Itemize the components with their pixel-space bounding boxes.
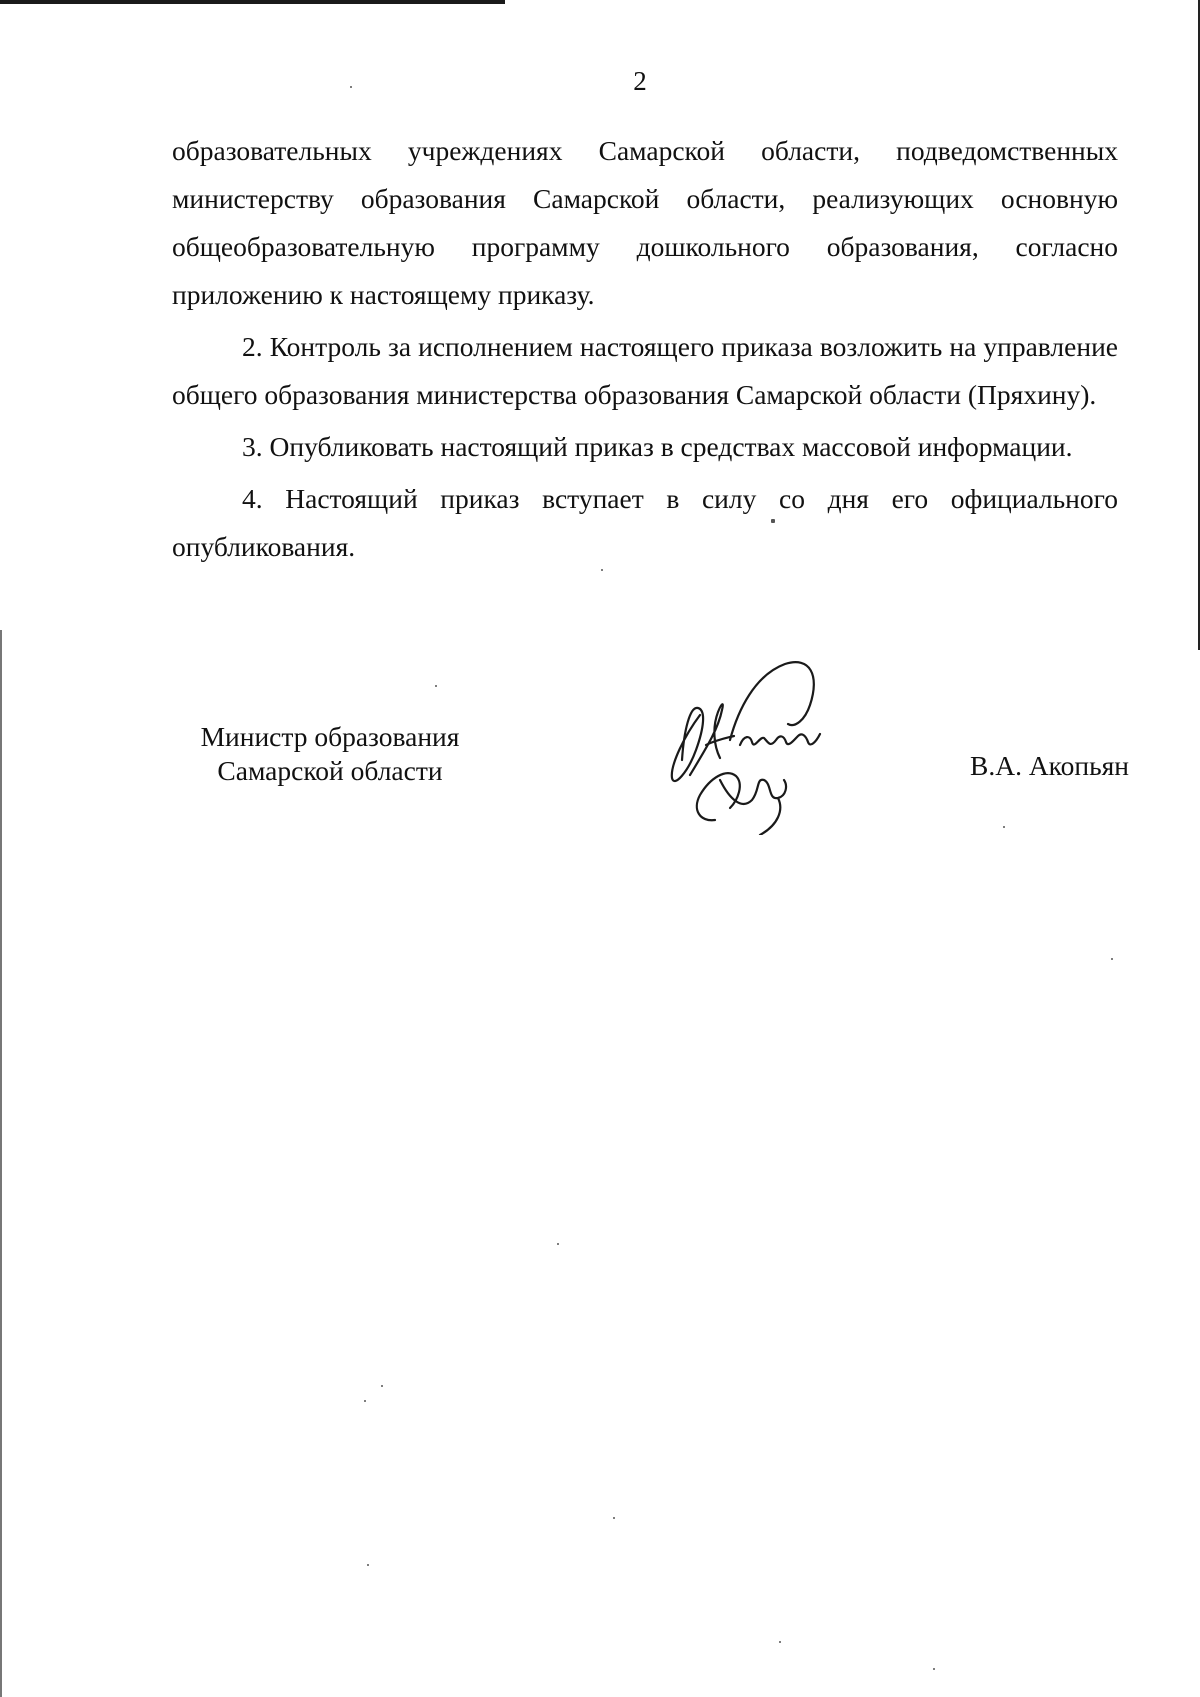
paragraph-continuation: образовательных учреждениях Самарской области, подведомственных министерству образования Самарской области, реализующих основную общеобразовательную программу дошкольного образования, согласно приложению к настоящему приказу. (172, 135, 1118, 310)
scan-speck (771, 519, 775, 523)
scan-speck (779, 1641, 781, 1643)
scan-speck (613, 1517, 615, 1519)
scan-speck (381, 1385, 383, 1387)
scan-speck (1111, 958, 1113, 960)
signature-block (0, 720, 1200, 850)
paragraph-item-4: 4. Настоящий приказ вступает в силу со дня его официального опубликования. (172, 483, 1118, 562)
scan-speck (601, 569, 603, 571)
paragraph-item-2: 2. Контроль за исполнением настоящего приказа возложить на управление общего образования министерства образования Самарской области (Пряхину). (172, 331, 1118, 410)
document-body (172, 127, 1118, 575)
scan-speck (557, 1243, 559, 1245)
scan-speck (367, 1564, 369, 1566)
signatory-name: В.А. Акопьян (970, 750, 1130, 781)
scan-speck (364, 1400, 366, 1402)
handwritten-signature (660, 650, 860, 835)
signatory-position-line2: Самарской области (217, 755, 443, 786)
scan-speck (350, 86, 352, 88)
page-number: 2 (633, 66, 647, 96)
scan-speck (435, 685, 437, 687)
scan-speck (933, 1668, 935, 1670)
scan-border-top (0, 0, 505, 4)
scan-speck (1003, 826, 1005, 828)
paragraph-item-3: 3. Опубликовать настоящий приказ в средствах массовой информации. (242, 431, 1073, 462)
signatory-position (190, 720, 470, 788)
signatory-position-line1: Министр образования (200, 721, 460, 752)
